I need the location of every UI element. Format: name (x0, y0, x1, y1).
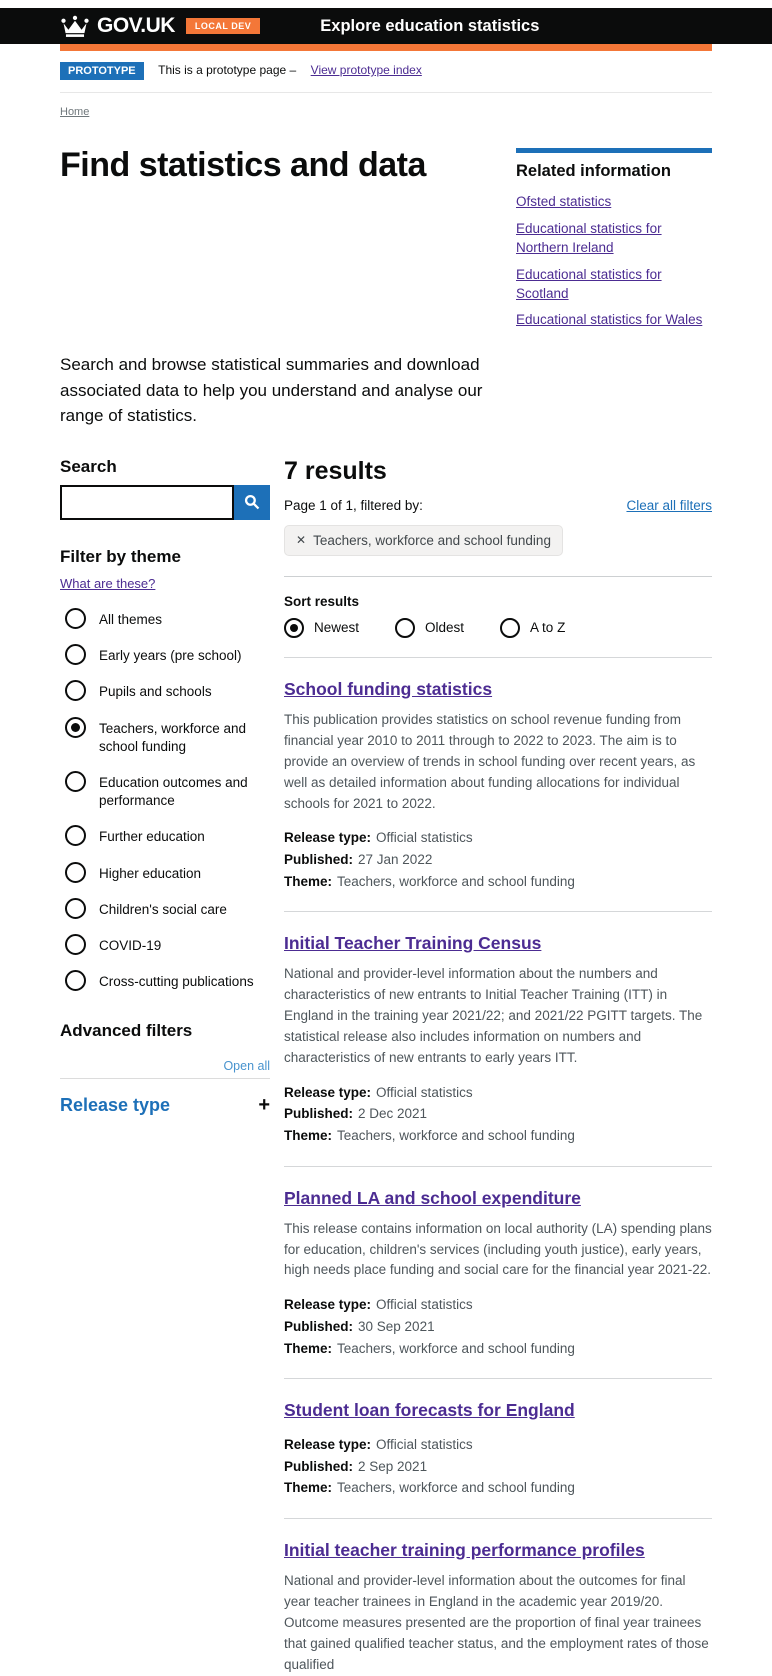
result-meta: Release type: Official statistics Published: 2 Dec 2021 Theme: Teachers, workforce and school funding (284, 1084, 575, 1144)
related-link-ofsted[interactable]: Ofsted statistics (516, 194, 612, 209)
related-link-wales[interactable]: Educational statistics for Wales (516, 312, 703, 328)
page-title: Find statistics and data (60, 146, 426, 184)
result-meta: Release type: Official statistics Published: 30 Sep 2021 Theme: Teachers, workforce and school funding (284, 1297, 575, 1356)
filter-chip-label: Teachers, workforce and school funding (313, 532, 551, 548)
govuk-logo[interactable] (60, 14, 175, 38)
result-title-link[interactable]: Initial teacher training performance profiles (284, 1539, 645, 1560)
theme-option-higher-education[interactable]: Higher education (65, 862, 270, 883)
environment-badge: LOCAL DEV (186, 18, 260, 34)
related-information-heading: Related information (516, 162, 671, 180)
sort-option-oldest[interactable]: Oldest (395, 618, 464, 638)
search-button[interactable] (234, 485, 270, 520)
results-count-heading: 7 results (284, 456, 387, 485)
related-link-northern-ireland[interactable]: Educational statistics for Northern Ireland (516, 220, 662, 255)
what-are-these-link[interactable]: What are these? (60, 575, 156, 591)
remove-filter-icon: ✕ (296, 533, 307, 548)
top-gap (0, 0, 772, 8)
result-item (284, 1378, 712, 1499)
theme-option-teachers-workforce[interactable]: Teachers, workforce and school funding (65, 717, 270, 756)
radio-control[interactable] (65, 771, 86, 792)
result-title-link[interactable]: Initial Teacher Training Census (284, 933, 542, 954)
related-link-scotland[interactable]: Educational statistics for Scotland (516, 266, 662, 301)
search-icon (244, 494, 260, 510)
result-item (284, 1166, 712, 1360)
filter-by-theme-heading: Filter by theme (60, 546, 181, 566)
result-title-link[interactable]: Planned LA and school expenditure (284, 1187, 581, 1208)
govuk-header (0, 8, 772, 44)
search-heading: Search (60, 456, 117, 476)
result-title-link[interactable]: Student loan forecasts for England (284, 1400, 575, 1421)
filters-sidebar (60, 457, 270, 1676)
advanced-filters-heading: Advanced filters (60, 1021, 193, 1041)
result-description: This publication provides statistics on school revenue funding from financial year 2010 to 2011 through to 2022 to 2023. The aim is to provide an overview of trends in school funding over recent years, as well as detailed information about funding allocations for individual schools for 2021 to 2022. (284, 711, 696, 811)
plus-icon: + (258, 1094, 270, 1117)
open-all-link[interactable]: Open all (223, 1059, 270, 1074)
radio-control[interactable] (65, 825, 86, 846)
result-item (284, 1518, 712, 1676)
sort-option-newest[interactable]: Newest (284, 618, 359, 638)
theme-option-further-education[interactable]: Further education (65, 825, 270, 846)
prototype-banner (60, 51, 712, 93)
radio-control[interactable] (284, 618, 304, 638)
theme-option-all-themes[interactable]: All themes (65, 608, 270, 629)
result-description: This release contains information on local authority (LA) spending plans for education, children's services (including youth justice), early years, high needs place funding and social care for the financial year 2021-22. (284, 1220, 712, 1278)
result-item (284, 657, 712, 892)
theme-option-childrens-social-care[interactable]: Children's social care (65, 898, 270, 919)
radio-control[interactable] (65, 898, 86, 919)
theme-option-covid-19[interactable]: COVID-19 (65, 934, 270, 955)
breadcrumb-home-link[interactable]: Home (60, 106, 90, 118)
radio-control[interactable] (65, 934, 86, 955)
clear-all-filters-link[interactable]: Clear all filters (626, 497, 712, 513)
govuk-logo-text: GOV.UK (97, 14, 175, 37)
theme-option-cross-cutting[interactable]: Cross-cutting publications (65, 970, 270, 991)
result-meta: Release type: Official statistics Published: 27 Jan 2022 Theme: Teachers, workforce and school funding (284, 830, 575, 889)
theme-option-early-years[interactable]: Early years (pre school) (65, 644, 270, 665)
radio-control[interactable] (395, 618, 415, 638)
theme-radio-group (60, 608, 270, 992)
sort-results-heading: Sort results (284, 593, 360, 609)
radio-control[interactable] (65, 717, 86, 738)
radio-control[interactable] (65, 970, 86, 991)
result-item (284, 911, 712, 1146)
divider (284, 576, 712, 577)
result-meta: Release type: Official statistics Published: 2 Sep 2021 Theme: Teachers, workforce and school funding (284, 1437, 575, 1496)
breadcrumb (60, 106, 712, 118)
theme-option-education-outcomes[interactable]: Education outcomes and performance (65, 771, 270, 810)
radio-control[interactable] (65, 644, 86, 665)
radio-control[interactable] (500, 618, 520, 638)
page-info: Page 1 of 1, filtered by: (284, 497, 423, 513)
result-title-link[interactable]: School funding statistics (284, 678, 493, 699)
prototype-index-link[interactable]: View prototype index (310, 63, 422, 77)
search-input[interactable] (60, 485, 234, 520)
radio-control[interactable] (65, 680, 86, 701)
results-panel (284, 457, 712, 1676)
service-name-link[interactable]: Explore education statistics (320, 16, 540, 35)
result-description: National and provider-level information about the numbers and characteristics of new entrants to Initial Teacher Training (ITT) in England in the training year 2021/22; and 2021/22 PGITT targets. The statistical release also includes information on numbers and characteristics of new entrants to early years ITT. (284, 966, 703, 1065)
related-information-panel (516, 148, 712, 338)
prototype-badge: PROTOTYPE (60, 62, 144, 80)
radio-control[interactable] (65, 608, 86, 629)
sort-option-a-to-z[interactable]: A to Z (500, 618, 565, 638)
sort-results-group (284, 594, 712, 638)
prototype-text: This is a prototype page – (158, 63, 297, 77)
filter-chip-teachers-workforce[interactable] (284, 525, 563, 556)
crown-icon (60, 15, 90, 38)
theme-option-pupils-schools[interactable]: Pupils and schools (65, 680, 270, 701)
result-description: National and provider-level information about the outcomes for final year teacher trainees in England in the academic year 2019/20. Outcome measures presented are the proportion of final year trainees that gained qualified teacher status, and the employment rates of those qualified (284, 1572, 709, 1672)
header-accent-bar (60, 44, 712, 51)
release-type-accordion[interactable]: Release type + (60, 1094, 270, 1117)
radio-control[interactable] (65, 862, 86, 883)
page-intro: Search and browse statistical summaries and download associated data to help you understand and analyse our range of statistics. (60, 355, 483, 426)
